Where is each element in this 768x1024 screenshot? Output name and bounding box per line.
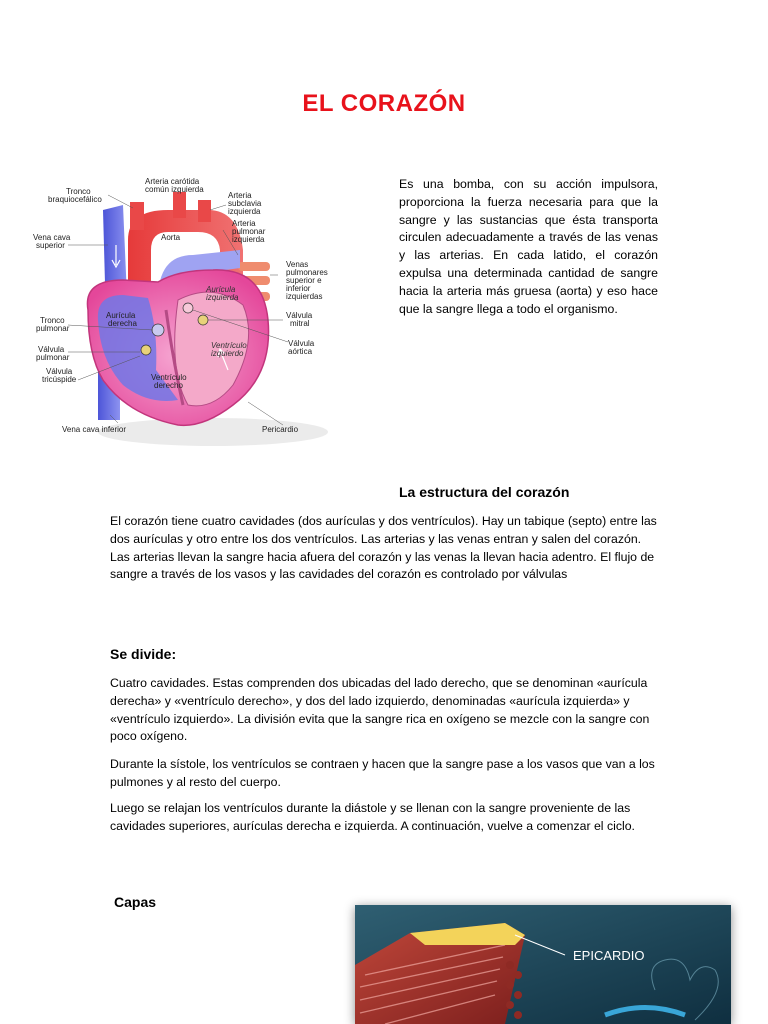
label-venas-1: Venas	[286, 260, 309, 269]
tronco-braquiocefalico-vessel	[130, 202, 144, 230]
label-venas-5: izquierdas	[286, 292, 323, 301]
label-tp-1: Tronco	[40, 316, 65, 325]
label-vmitral-2: mitral	[290, 319, 310, 328]
label-vci: Vena cava inferior	[62, 425, 127, 434]
pulmonary-vein-1	[238, 262, 270, 271]
label-venas-3: superior e	[286, 276, 322, 285]
heart-diagram-svg	[28, 170, 358, 470]
structure-heading: La estructura del corazón	[399, 484, 570, 500]
intro-paragraph: Es una bomba, con su acción impulsora, proporciona la fuerza necesaria para que la sangre y las sustancias que ésta transporta circulen adecuadamente a través de las venas y las arterias. En cada latido, el corazón expulsa una determinada cantidad de sangre hacia la arteria más gruesa (aorta) y eso hace que la sangre llega a todo el organismo.	[399, 177, 658, 316]
label-vpulm-2: pulmonar	[36, 353, 70, 362]
label-ap-1: Arteria	[232, 219, 256, 228]
divide-heading: Se divide:	[110, 646, 177, 662]
label-vd-2: derecho	[154, 381, 183, 390]
label-aorta: Aorta	[161, 233, 181, 242]
carotida-vessel	[173, 192, 186, 218]
divide-paragraph-1: Cuatro cavidades. Estas comprenden dos ubicadas del lado derecho, que se denominan «aurícula derecha» y «ventrículo derecho», y dos del lado izquierdo, denominadas «aurícula izquierda» y «ventrículo izquierdo». La división evita que la sangre rica en oxígeno se mezcle con la sangre con poco oxígeno.	[110, 676, 650, 744]
label-ai-2: izquierda	[206, 293, 239, 302]
subclavia-vessel	[198, 200, 211, 222]
divide-paragraph-2: Durante la sístole, los ventrículos se contraen y hacen que la sangre pase a los vasos que van a los pulmones y al resto del cuerpo.	[110, 757, 655, 789]
label-tronco-2: braquiocefálico	[48, 195, 102, 204]
label-vi-1: Ventrículo	[211, 341, 247, 350]
label-tp-2: pulmonar	[36, 324, 70, 333]
label-ad-2: derecha	[108, 319, 137, 328]
label-venas-4: inferior	[286, 284, 311, 293]
valve-mitral	[198, 315, 208, 325]
label-vd-1: Ventrículo	[151, 373, 187, 382]
label-subclavia-2: subclavia	[228, 199, 262, 208]
label-carotida-1: Arteria carótida	[145, 177, 200, 186]
divide-paragraph-3: Luego se relajan los ventrículos durante la diástole y se llenan con la sangre proveniente de las cavidades superiores, aurículas derecha e izquierda. A continuación, vuelve a comenzar el ciclo.	[110, 801, 635, 833]
label-vcs-2: superior	[36, 241, 65, 250]
label-vaort-2: aórtica	[288, 347, 313, 356]
valve-pulmonar	[152, 324, 164, 336]
label-venas-2: pulmonares	[286, 268, 328, 277]
page-title: EL CORAZÓN	[302, 90, 466, 117]
label-tronco-1: Tronco	[66, 187, 91, 196]
label-ad-1: Aurícula	[106, 311, 136, 320]
valve-aortica	[183, 303, 193, 313]
label-vmitral-1: Válvula	[286, 311, 313, 320]
label-subclavia-1: Arteria	[228, 191, 252, 200]
structure-paragraph: El corazón tiene cuatro cavidades (dos aurículas y dos ventrículos). Hay un tabique (septo) entre las dos aurículas y otro entre los dos ventrículos. Las arterias y las venas entran y salen del corazón. Las arterias llevan la sangre hacia afuera del corazón y las venas la llevan hacia adentro. El flujo de sangre a través de los vasos y las cavidades del corazón es controlado por válvulas	[110, 514, 657, 582]
label-vcs-1: Vena cava	[33, 233, 71, 242]
heart-diagram	[28, 170, 358, 470]
label-ap-3: izquierda	[232, 235, 265, 244]
label-subclavia-3: izquierda	[228, 207, 261, 216]
label-carotida-2: común izquierda	[145, 185, 204, 194]
label-vaort-1: Válvula	[288, 339, 315, 348]
heart-layers-svg	[355, 905, 731, 1024]
label-vi-2: izquierdo	[211, 349, 244, 358]
label-pericardio: Pericardio	[262, 425, 299, 434]
label-vpulm-1: Válvula	[38, 345, 65, 354]
valve-tricuspide	[141, 345, 151, 355]
label-ai-1: Aurícula	[206, 285, 236, 294]
label-ap-2: pulmonar	[232, 227, 266, 236]
label-vtri-2: tricúspide	[42, 375, 77, 384]
label-epicardio: EPICARDIO	[573, 948, 645, 963]
layers-heading: Capas	[114, 894, 157, 910]
heart-layers-figure	[355, 905, 731, 1024]
label-vtri-1: Válvula	[46, 367, 73, 376]
